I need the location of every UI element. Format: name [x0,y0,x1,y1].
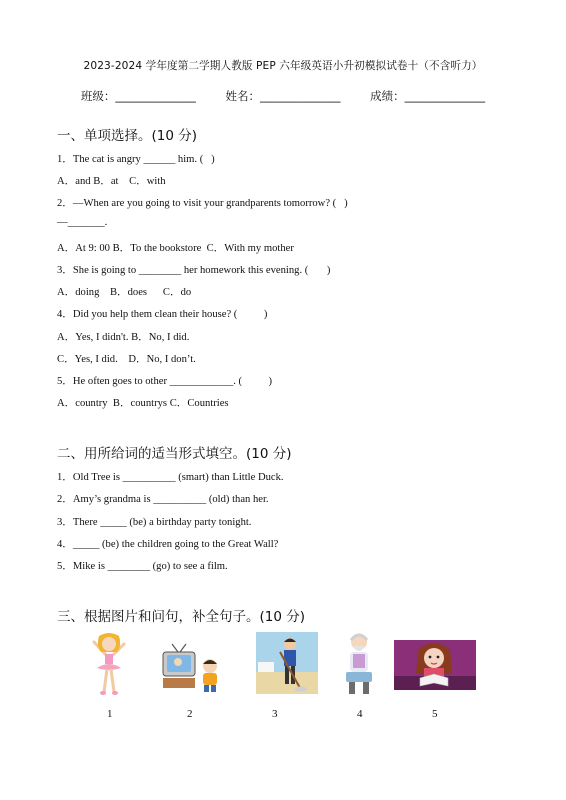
section-3-heading: 三、根据图片和问句，补全句子。(10 分) [57,609,306,625]
name-field: 姓名：______________ [225,89,341,103]
options-line: C．Yes, I did. D．No, I don’t. [57,354,196,365]
question-line: 3．She is going to ________ her homework this evening. ( ) [57,265,331,276]
picture-number: 1 [107,708,113,720]
picture-number: 5 [432,708,438,720]
picture-number: 3 [272,708,278,720]
answer-blank-line: —_______. [57,217,108,228]
question-line: 5．He often goes to other ____________. ( ) [57,376,273,387]
student-info-row [0,88,566,104]
section-1-heading: 一、单项选择。(10 分) [57,128,198,144]
girl-reading-book-illustration [394,640,476,690]
options-line: A．and B．at C．with [57,176,166,187]
question-line: 3．There _____ (be) a birthday party tonight. [57,517,252,528]
page-title: 2023-2024 学年度第二学期人教版 PEP 六年级英语小升初模拟试卷十（不含听力） [83,60,483,72]
class-field: 班级：______________ [80,89,196,103]
boy-watching-tv-illustration [160,642,224,694]
old-man-illustration [341,632,381,696]
options-line: A．country B．countrys C．Countries [57,398,229,409]
question-line: 2．—When are you going to visit your grandparents tomorrow? ( ) [57,198,348,209]
question-line: 1．The cat is angry ______ him. ( ) [57,154,215,165]
man-mopping-floor-illustration [256,632,318,694]
question-line: 4．Did you help them clean their house? ( ) [57,309,268,320]
question-line: 1．Old Tree is __________ (smart) than Little Duck. [57,472,284,483]
options-line: A．Yes, I didn't. B．No, I did. [57,332,190,343]
options-line: A．At 9: 00 B．To the bookstore C．With my mother [57,243,294,254]
picture-number: 4 [357,708,363,720]
ballet-dancer-illustration [86,632,132,698]
section-2-heading: 二、用所给词的适当形式填空。(10 分) [57,446,292,462]
score-field: 成绩：______________ [370,89,486,103]
picture-number: 2 [187,708,193,720]
picture-row [0,632,566,727]
options-line: A．doing B．does C．do [57,287,192,298]
question-line: 4．_____ (be) the children going to the Great Wall? [57,539,279,550]
question-line: 5．Mike is ________ (go) to see a film. [57,561,228,572]
question-line: 2．Amy’s grandma is __________ (old) than her. [57,494,269,505]
